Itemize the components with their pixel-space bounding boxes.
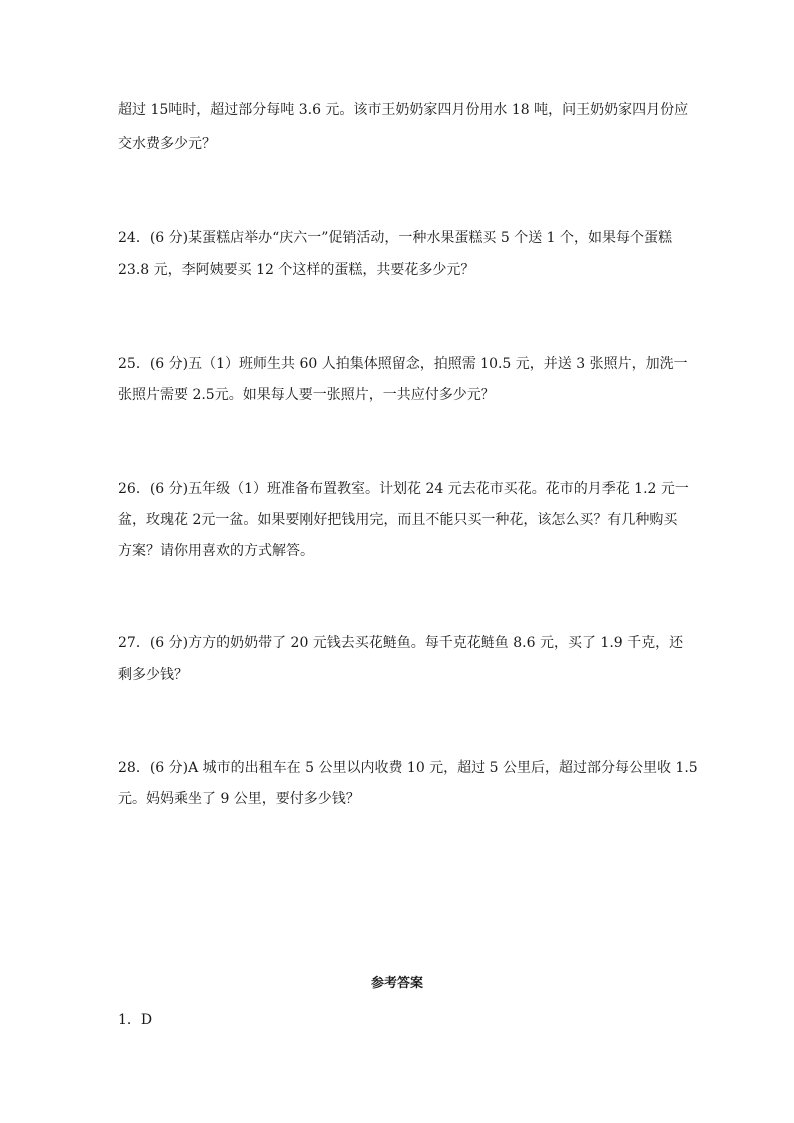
question-25-line-2: 张照片需要 2.5元。如果每人要一张照片，一共应付多少元？ [118, 387, 495, 403]
question-26-line-3: 方案？请你用喜欢的方式解答。 [118, 543, 314, 559]
answer-item-1: 1．D [118, 1012, 153, 1028]
question-26-line-1: 26．(6 分)五年级（1）班准备布置教室。计划花 24 元去花市买花。花市的月季花 1.2 元一 [118, 481, 689, 497]
question-27-line-1: 27．(6 分)方方的奶奶带了 20 元钱去买花鲢鱼。每千克花鲢鱼 8.6 元，买了 1.9 千克，还 [118, 635, 684, 651]
question-28-line-2: 元。妈妈乘坐了 9 公里，要付多少钱？ [118, 791, 360, 807]
question-23-line-1: 超过 15吨时，超过部分每吨 3.6 元。该市王奶奶家四月份用水 18 吨，问王奶奶家四月份应 [118, 102, 689, 118]
question-24-line-1: 24．(6 分)某蛋糕店举办“庆六一”促销活动，一种水果蛋糕买 5 个送 1 个，如果每个蛋糕 [118, 230, 673, 246]
question-24-line-2: 23.8 元，李阿姨要买 12 个这样的蛋糕，共要花多少元？ [118, 262, 475, 278]
question-28-line-1: 28．(6 分)A 城市的出租车在 5 公里以内收费 10 元，超过 5 公里后，超过部分每公里收 1.5 [118, 760, 698, 776]
question-27-line-2: 剩多少钱？ [118, 667, 188, 683]
question-26-line-2: 盆，玫瑰花 2元一盆。如果要刚好把钱用完，而且不能只买一种花，该怎么买？有几种购买 [118, 512, 678, 528]
question-25-line-1: 25．(6 分)五（1）班师生共 60 人拍集体照留念，拍照需 10.5 元，并送 3 张照片，加洗一 [118, 356, 688, 372]
question-23-line-2: 交水费多少元？ [118, 136, 216, 152]
answers-heading: 参考答案 [370, 976, 423, 991]
